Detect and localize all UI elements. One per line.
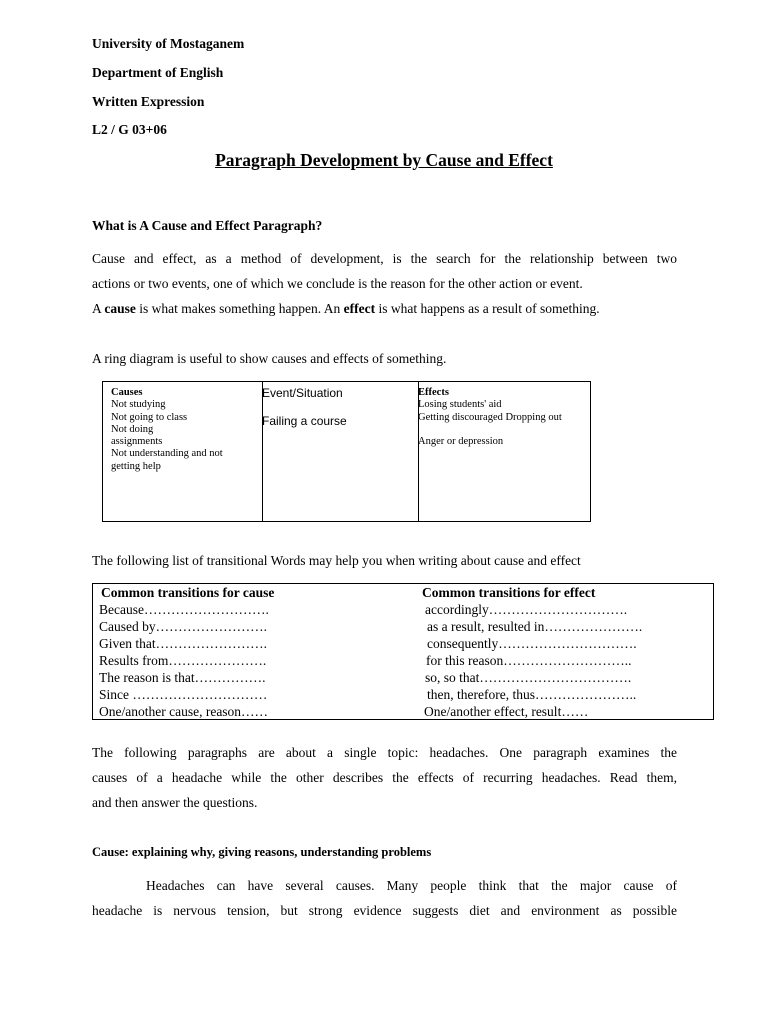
cause-paragraph [92, 873, 677, 923]
effects-column [410, 382, 590, 521]
keyword-cause: cause [104, 301, 136, 316]
effect-transition-item: for this reason……………………….. [426, 653, 632, 668]
effects-header: Effects [418, 387, 449, 398]
definition-text-a: A [92, 301, 105, 316]
effect-transition-item: then, therefore, thus………………….. [427, 687, 637, 702]
course-name: Written Expression [92, 94, 205, 109]
causes-header: Causes [111, 387, 143, 398]
definition-text-b: is what makes something happen. An [135, 301, 344, 316]
cause-transition-item: Since ………………………… [99, 687, 268, 702]
event-item: Failing a course [262, 414, 347, 428]
cause-transition-item: Results from…………………. [99, 653, 267, 668]
keyword-effect: effect [343, 301, 376, 316]
definition-paragraph [92, 246, 677, 296]
event-header: Event/Situation [262, 386, 343, 400]
effect-item: Losing students' aid [418, 399, 502, 411]
page-title: Paragraph Development by Cause and Effect [215, 150, 553, 170]
cause-transitions-header: Common transitions for cause [101, 585, 275, 600]
headaches-intro-paragraph [92, 740, 677, 815]
effect-transition-item: accordingly…………………………. [425, 602, 628, 617]
causes-column [103, 382, 263, 521]
cause-section-heading: Cause: explaining why, giving reasons, understanding problems [92, 845, 432, 859]
effect-item: Getting discouraged Dropping out [418, 411, 562, 423]
transitions-table [92, 583, 714, 720]
university-name: University of Mostaganem [92, 36, 245, 51]
effect-transition-item: so, so that……………………………. [425, 670, 632, 685]
definition-text-c: is what happens as a result of something. [375, 301, 600, 316]
headaches-intro-line: causes of a headache while the other describes the effects of recurring headaches. Read them, [92, 770, 677, 785]
transitions-intro: The following list of transitional Words may help you when writing about cause and effect [92, 553, 581, 568]
cause-item: Not studying [111, 399, 166, 411]
cause-paragraph-line: headache is nervous tension, but strong evidence suggests diet and environment as possible [92, 903, 677, 918]
cause-item: getting help [111, 460, 161, 472]
event-column [254, 382, 419, 521]
ring-diagram-intro: A ring diagram is useful to show causes and effects of something. [92, 351, 447, 366]
cause-item: Not doing [111, 423, 154, 435]
effect-transition-item: consequently…………………………. [427, 636, 637, 651]
definition-line-1: Cause and effect, as a method of development, is the search for the relationship between two [92, 251, 677, 266]
group-label: L2 / G 03+06 [92, 122, 167, 137]
effect-transition-item: as a result, resulted in…………………. [427, 619, 643, 634]
effect-transitions-header: Common transitions for effect [422, 585, 596, 600]
cause-effect-definition [92, 301, 600, 317]
effect-item [418, 424, 590, 436]
cause-item: Not going to class [111, 411, 188, 423]
ring-diagram-table [102, 381, 591, 522]
headaches-intro-line: The following paragraphs are about a single topic: headaches. One paragraph examines the [92, 745, 677, 760]
cause-transition-item: Given that……………………. [99, 636, 267, 651]
cause-paragraph-line: Headaches can have several causes. Many people think that the major cause of [146, 878, 677, 893]
section-question: What is A Cause and Effect Paragraph? [92, 218, 323, 233]
effect-transition-item: One/another effect, result…… [424, 704, 589, 719]
department-name: Department of English [92, 65, 224, 80]
cause-transition-item: Caused by……………………. [99, 619, 267, 634]
cause-transition-item: The reason is that……………. [99, 670, 266, 685]
cause-transition-item: Because………………………. [99, 602, 269, 617]
cause-item: assignments [111, 436, 163, 448]
cause-transition-item: One/another cause, reason…… [99, 704, 269, 719]
cause-item: Not understanding and not [111, 448, 223, 460]
effect-item: Anger or depression [418, 435, 504, 447]
headaches-intro-line: and then answer the questions. [92, 795, 258, 810]
definition-line-2: actions or two events, one of which we conclude is the reason for the other action or event. [92, 276, 583, 291]
